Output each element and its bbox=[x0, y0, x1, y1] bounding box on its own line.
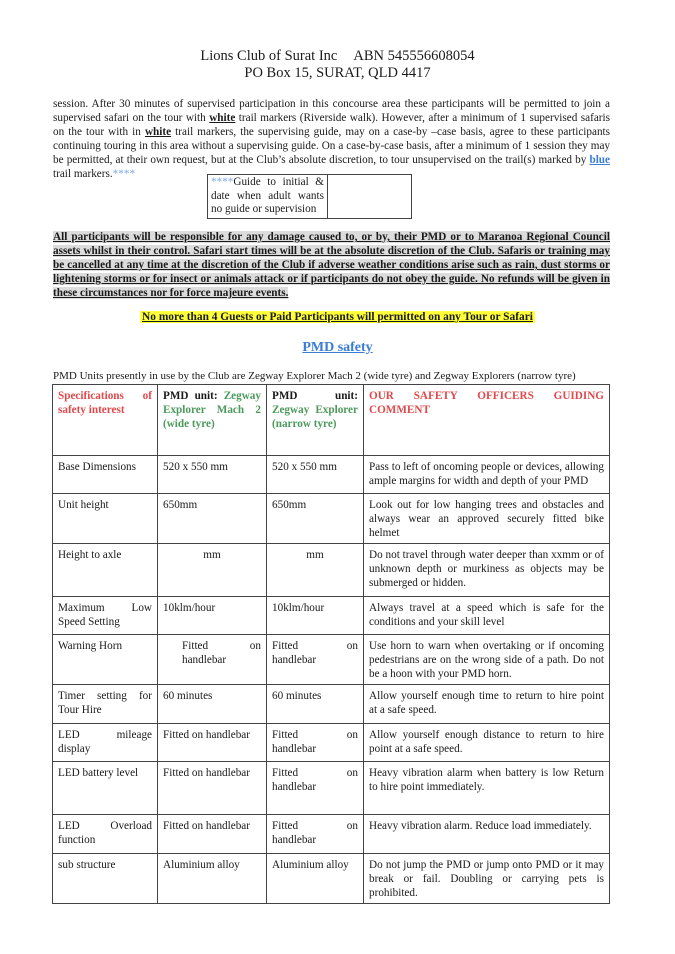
table-row bbox=[53, 494, 610, 544]
cell-comment: Do not jump the PMD or jump onto PMD or it may break or fail. Doubling or carrying pets is prohibited. bbox=[364, 854, 610, 904]
table-header-row bbox=[53, 385, 610, 456]
cell-comment: Allow yourself enough time to return to hire point at a safe speed. bbox=[364, 685, 610, 724]
table-row bbox=[53, 685, 610, 724]
table-row bbox=[53, 544, 610, 597]
cell-explorer: Fitted on handlebar bbox=[267, 815, 364, 854]
cell-explorer: 520 x 550 mm bbox=[267, 456, 364, 494]
cell-spec: Unit height bbox=[53, 494, 158, 544]
table-row bbox=[53, 597, 610, 635]
cell-explorer: 60 minutes bbox=[267, 685, 364, 724]
cell-mach2: 650mm bbox=[158, 494, 267, 544]
cell-mach2: Fitted on handlebar bbox=[158, 724, 267, 762]
guide-initial-field[interactable] bbox=[328, 175, 412, 219]
table-row bbox=[53, 635, 610, 685]
unit-model: Zegway Explorer (narrow tyre) bbox=[272, 404, 358, 430]
cell-spec: Maximum Low Speed Setting bbox=[53, 597, 158, 635]
cell-mach2: Fitted on handlebar bbox=[158, 635, 267, 685]
table-row bbox=[53, 815, 610, 854]
cell-mach2: Aluminium alloy bbox=[158, 854, 267, 904]
cell-mach2: 60 minutes bbox=[158, 685, 267, 724]
cell-spec: LED battery level bbox=[53, 762, 158, 815]
cell-mach2: Fitted on handlebar bbox=[158, 762, 267, 815]
table-row bbox=[53, 854, 610, 904]
table-row bbox=[53, 762, 610, 815]
liability-notice bbox=[53, 230, 610, 300]
cell-explorer: Fitted on handlebar bbox=[267, 762, 364, 815]
unit-model: Zegway Explorer Mach 2 (wide tyre) bbox=[163, 390, 261, 430]
postal-address: PO Box 15, SURAT, QLD 4417 bbox=[244, 65, 431, 81]
cell-mach2: 520 x 550 mm bbox=[158, 456, 267, 494]
table-row bbox=[53, 456, 610, 494]
cell-comment: Use horn to warn when overtaking or if oncoming pedestrians are on the wrong side of a path. Do not be a hoon with your PMD horn. bbox=[364, 635, 610, 685]
guide-initial-label bbox=[208, 175, 328, 219]
guide-initial-box bbox=[207, 174, 412, 219]
cell-explorer: Aluminium alloy bbox=[267, 854, 364, 904]
letterhead bbox=[0, 48, 675, 82]
guest-limit-notice bbox=[0, 311, 675, 323]
cell-explorer: 10klm/hour bbox=[267, 597, 364, 635]
footnote-stars: **** bbox=[112, 168, 136, 180]
guide-label-text: Guide to initial & date when adult wants no guide or supervision bbox=[211, 176, 324, 215]
cell-comment: Allow yourself enough distance to return to hire point at a safe speed. bbox=[364, 724, 610, 762]
para-text: trail markers, the supervising guide, may on a case-by –case basis, agree to these participants continuing touring in this area without a supervising guide. On a case-by-case basis, after a minimum of 1 session they may be permitted, at their own request, but at the Club’s absolute discretion, to tour unsupervised on the trail(s) marked by bbox=[53, 126, 611, 166]
white-marker-term: white bbox=[144, 126, 172, 138]
section-title: PMD safety bbox=[302, 340, 373, 355]
cell-spec: Height to axle bbox=[53, 544, 158, 597]
liability-text: All participants will be responsible for any damage caused to, or by, their PMD or to Maranoa Regional Council assets whilst in their control. Safari start times will be at the absolute discretion of the Club. Safaris or training may be cancelled at any time at the discretion of the Club if adverse weather conditions arise such as rain, dust storms or lightening storms or for insect or animals attack or if participants do not obey the guide. No refunds will be given in these circumstances nor for force majeure events. bbox=[53, 231, 610, 299]
blue-marker-term: blue bbox=[589, 154, 610, 166]
cell-comment: Heavy vibration alarm. Reduce load immediately. bbox=[364, 815, 610, 854]
units-in-use-line: PMD Units presently in use by the Club are Zegway Explorer Mach 2 (wide tyre) and Zegway Explorers (narrow tyre) bbox=[53, 370, 576, 382]
cell-explorer: Fitted on handlebar bbox=[267, 724, 364, 762]
abn: ABN 545556608054 bbox=[353, 48, 475, 64]
cell-explorer: 650mm bbox=[267, 494, 364, 544]
cell-explorer: mm bbox=[267, 544, 364, 597]
unit-label: PMD unit: bbox=[163, 390, 218, 402]
cell-comment: Do not travel through water deeper than xxmm or of unknown depth or murkiness as objects may be submerged or hidden. bbox=[364, 544, 610, 597]
cell-comment: Look out for low hanging trees and obstacles and always wear an approved securely fitted bike helmet bbox=[364, 494, 610, 544]
cell-spec: Warning Horn bbox=[53, 635, 158, 685]
letterhead-line-1 bbox=[0, 48, 675, 65]
org-name: Lions Club of Surat Inc bbox=[200, 48, 338, 64]
cell-comment: Pass to left of oncoming people or devices, allowing ample margins for width and depth of your PMD bbox=[364, 456, 610, 494]
cell-mach2: 10klm/hour bbox=[158, 597, 267, 635]
cell-comment: Always travel at a speed which is safe for the conditions and your skill level bbox=[364, 597, 610, 635]
cell-mach2: Fitted on handlebar bbox=[158, 815, 267, 854]
header-mach2 bbox=[158, 385, 267, 456]
cell-mach2: mm bbox=[158, 544, 267, 597]
cell-explorer: Fitted on handlebar bbox=[267, 635, 364, 685]
cell-spec: sub structure bbox=[53, 854, 158, 904]
table-row bbox=[53, 724, 610, 762]
cell-comment: Heavy vibration alarm when battery is low Return to hire point immediately. bbox=[364, 762, 610, 815]
footnote-stars: **** bbox=[211, 176, 234, 188]
header-explorer bbox=[267, 385, 364, 456]
guest-limit-text: No more than 4 Guests or Paid Participants will permitted on any Tour or Safari bbox=[142, 311, 533, 323]
white-marker-term: white bbox=[209, 112, 236, 124]
para-text: trail markers (Riverside walk). However, after a minimum of 1 supervised safaris on the tour with in bbox=[53, 112, 610, 138]
unit-label: PMD unit: bbox=[272, 390, 358, 402]
cell-spec: Base Dimensions bbox=[53, 456, 158, 494]
header-comment: OUR SAFETY OFFICERS GUIDING COMMENT bbox=[364, 385, 610, 456]
cell-spec: LED Overload function bbox=[53, 815, 158, 854]
para-text: trail markers. bbox=[53, 168, 113, 180]
header-spec: Specifications of safety interest bbox=[53, 385, 158, 456]
intro-paragraph bbox=[53, 97, 610, 181]
cell-spec: LED mileage display bbox=[53, 724, 158, 762]
para-text: session. After 30 minutes of supervised participation in this concourse area these participants will be permitted to join a supervised safari on the tour with bbox=[53, 98, 610, 124]
pmd-spec-table bbox=[52, 384, 610, 904]
cell-spec: Timer setting for Tour Hire bbox=[53, 685, 158, 724]
